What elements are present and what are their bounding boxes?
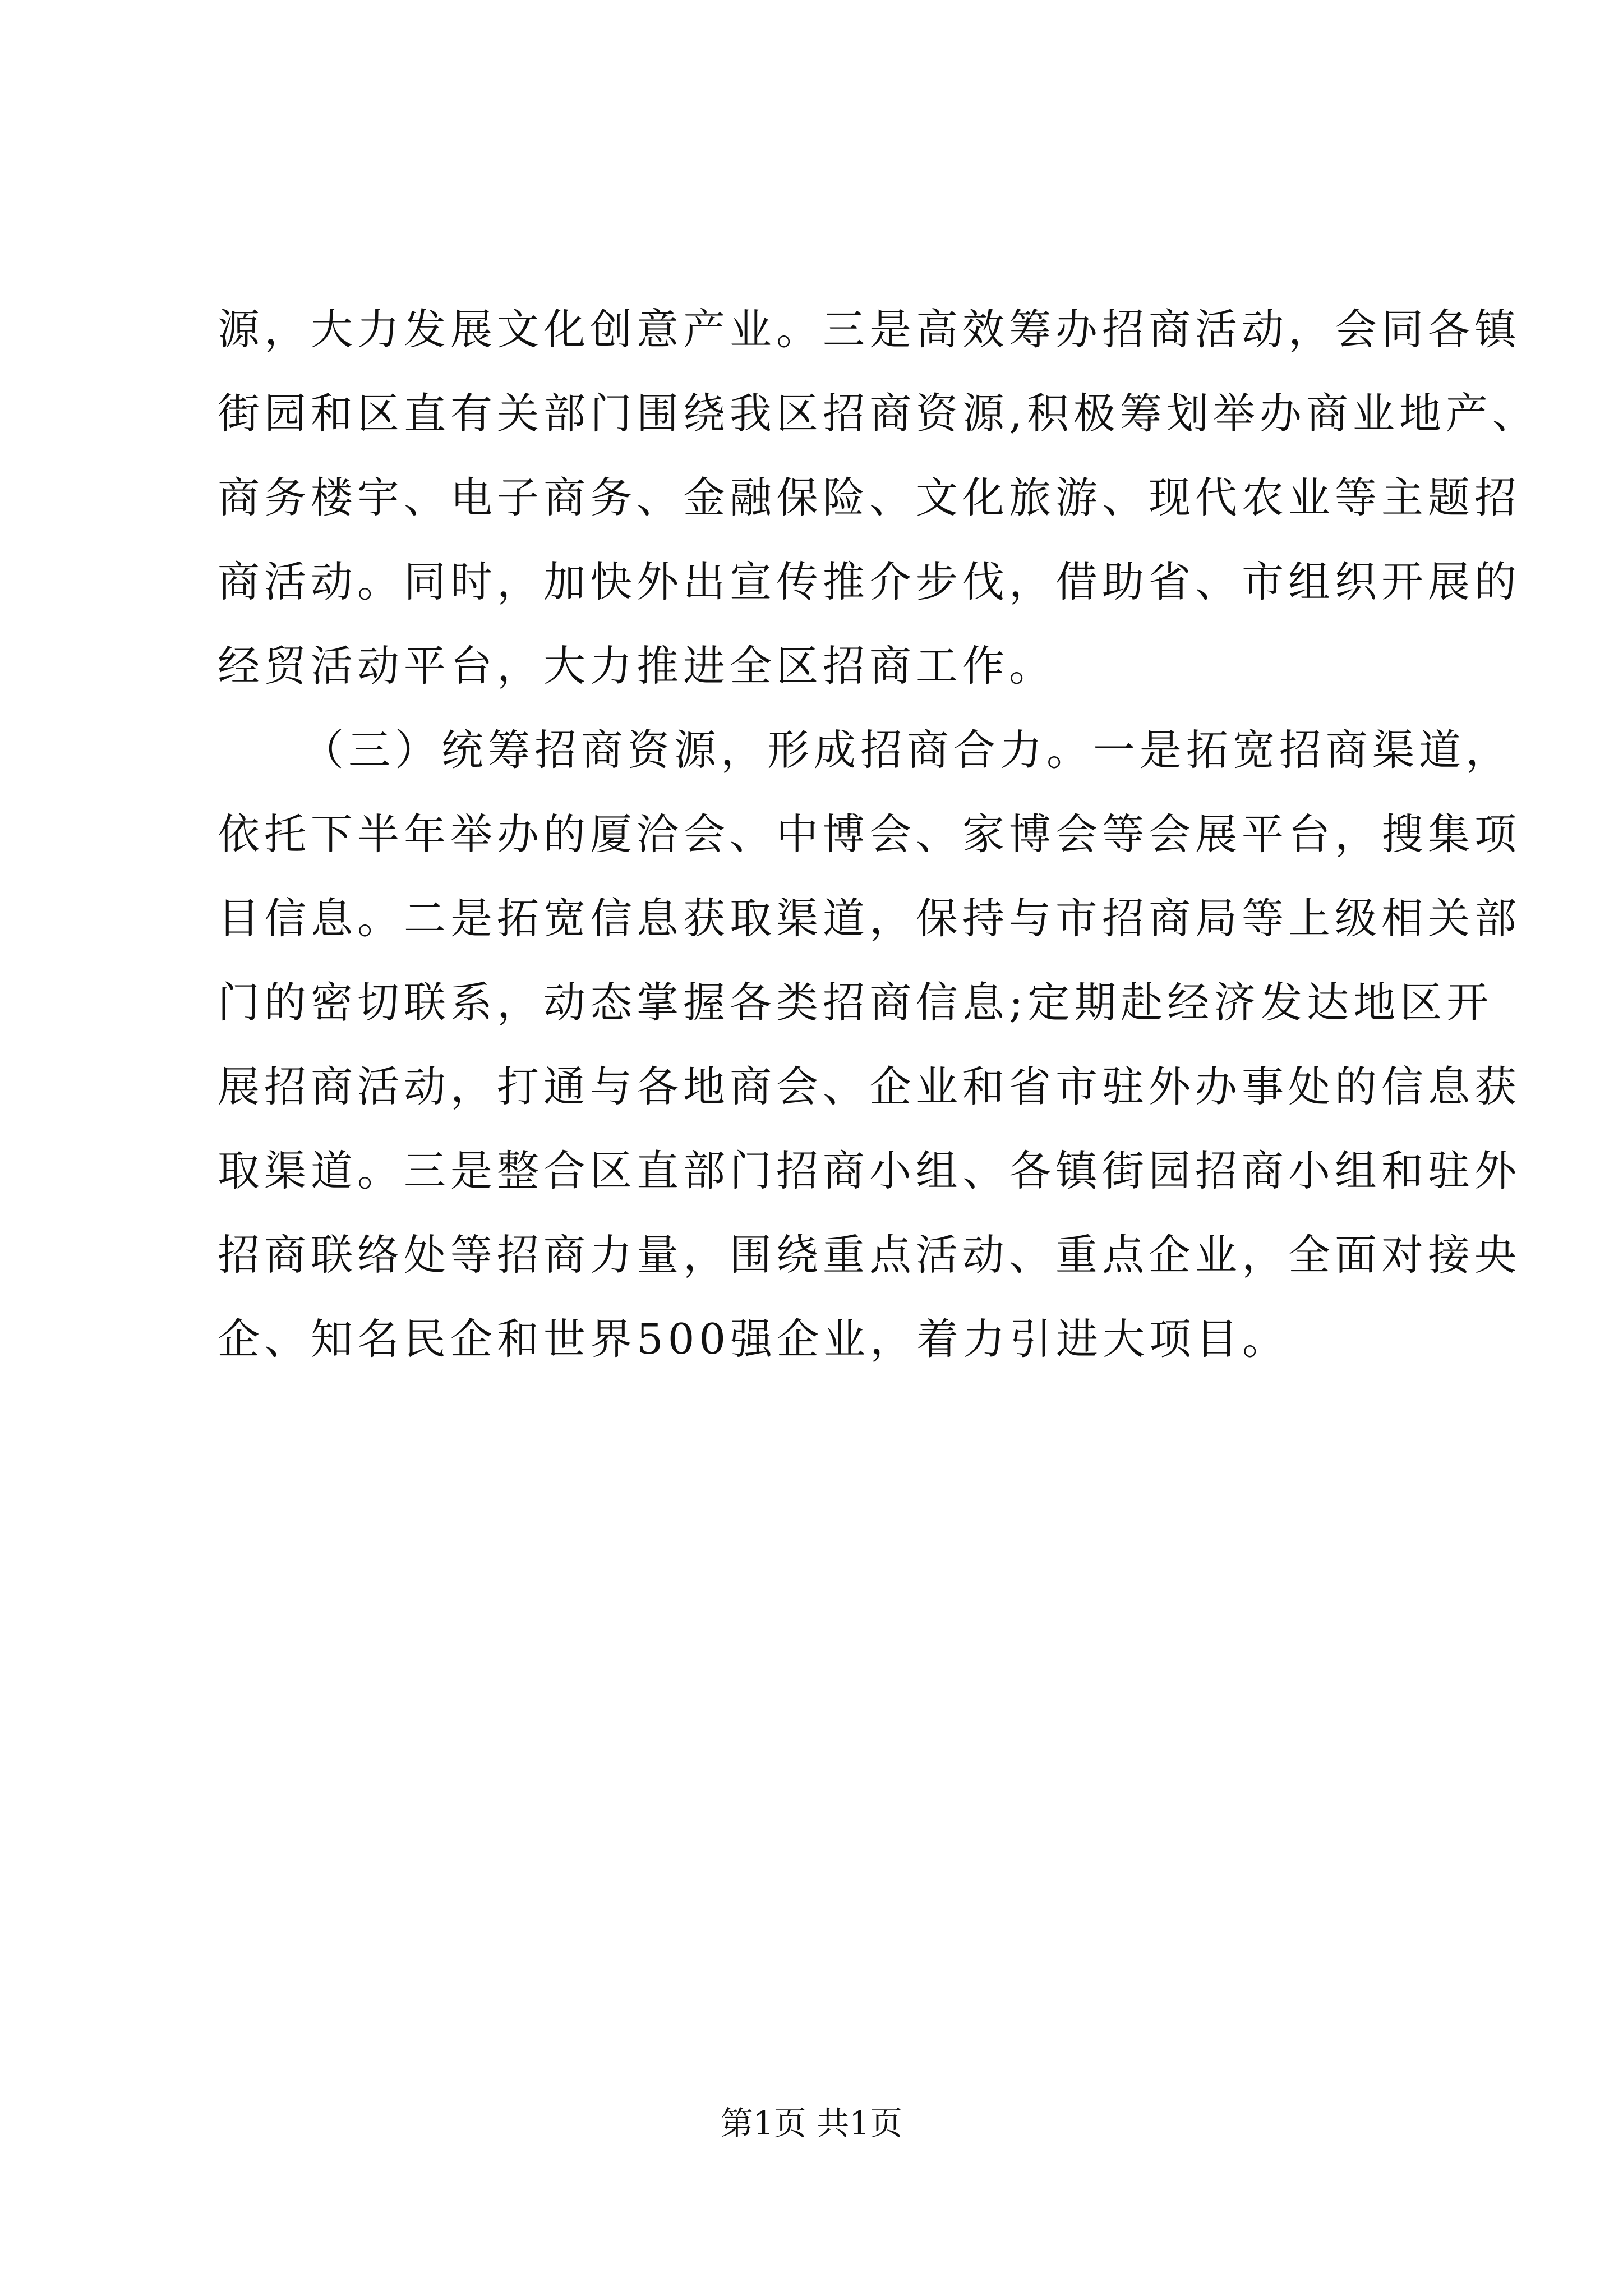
paragraph-line: 企、知名民企和世界500强企业，着力引进大项目。: [218, 1314, 1289, 1364]
paragraph-line: 街园和区直有关部门围绕我区招商资源,积极筹划举办商业地产、: [218, 389, 1539, 438]
page-footer: [0, 2101, 1623, 2146]
paragraph-line: 商务楼宇、电子商务、金融保险、文化旅游、现代农业等主题招: [218, 473, 1521, 522]
document-body: [218, 287, 1539, 1381]
paragraph-line: 展招商活动，打通与各地商会、企业和省市驻外办事处的信息获: [218, 1062, 1521, 1111]
page-number-label: 第1页 共1页: [720, 2104, 903, 2142]
section-heading-line: （三）统筹招商资源，形成招商合力。一是拓宽招商渠道，: [302, 725, 1513, 775]
paragraph-line: 经贸活动平台，大力推进全区招商工作。: [218, 641, 1056, 691]
paragraph-line: 依托下半年举办的厦洽会、中博会、家博会等会展平台，搜集项: [218, 809, 1521, 859]
paragraph-line: 招商联络处等招商力量，围绕重点活动、重点企业，全面对接央: [218, 1230, 1521, 1280]
paragraph-line: 源，大力发展文化创意产业。三是高效筹办招商活动，会同各镇: [218, 305, 1521, 354]
paragraph-line: 门的密切联系，动态掌握各类招商信息;定期赴经济发达地区开: [218, 978, 1493, 1027]
paragraph-line: 取渠道。三是整合区直部门招商小组、各镇街园招商小组和驻外: [218, 1146, 1521, 1195]
paragraph-line: 目信息。二是拓宽信息获取渠道，保持与市招商局等上级相关部: [218, 894, 1521, 943]
paragraph-line: 商活动。同时，加快外出宣传推介步伐，借助省、市组织开展的: [218, 557, 1521, 606]
